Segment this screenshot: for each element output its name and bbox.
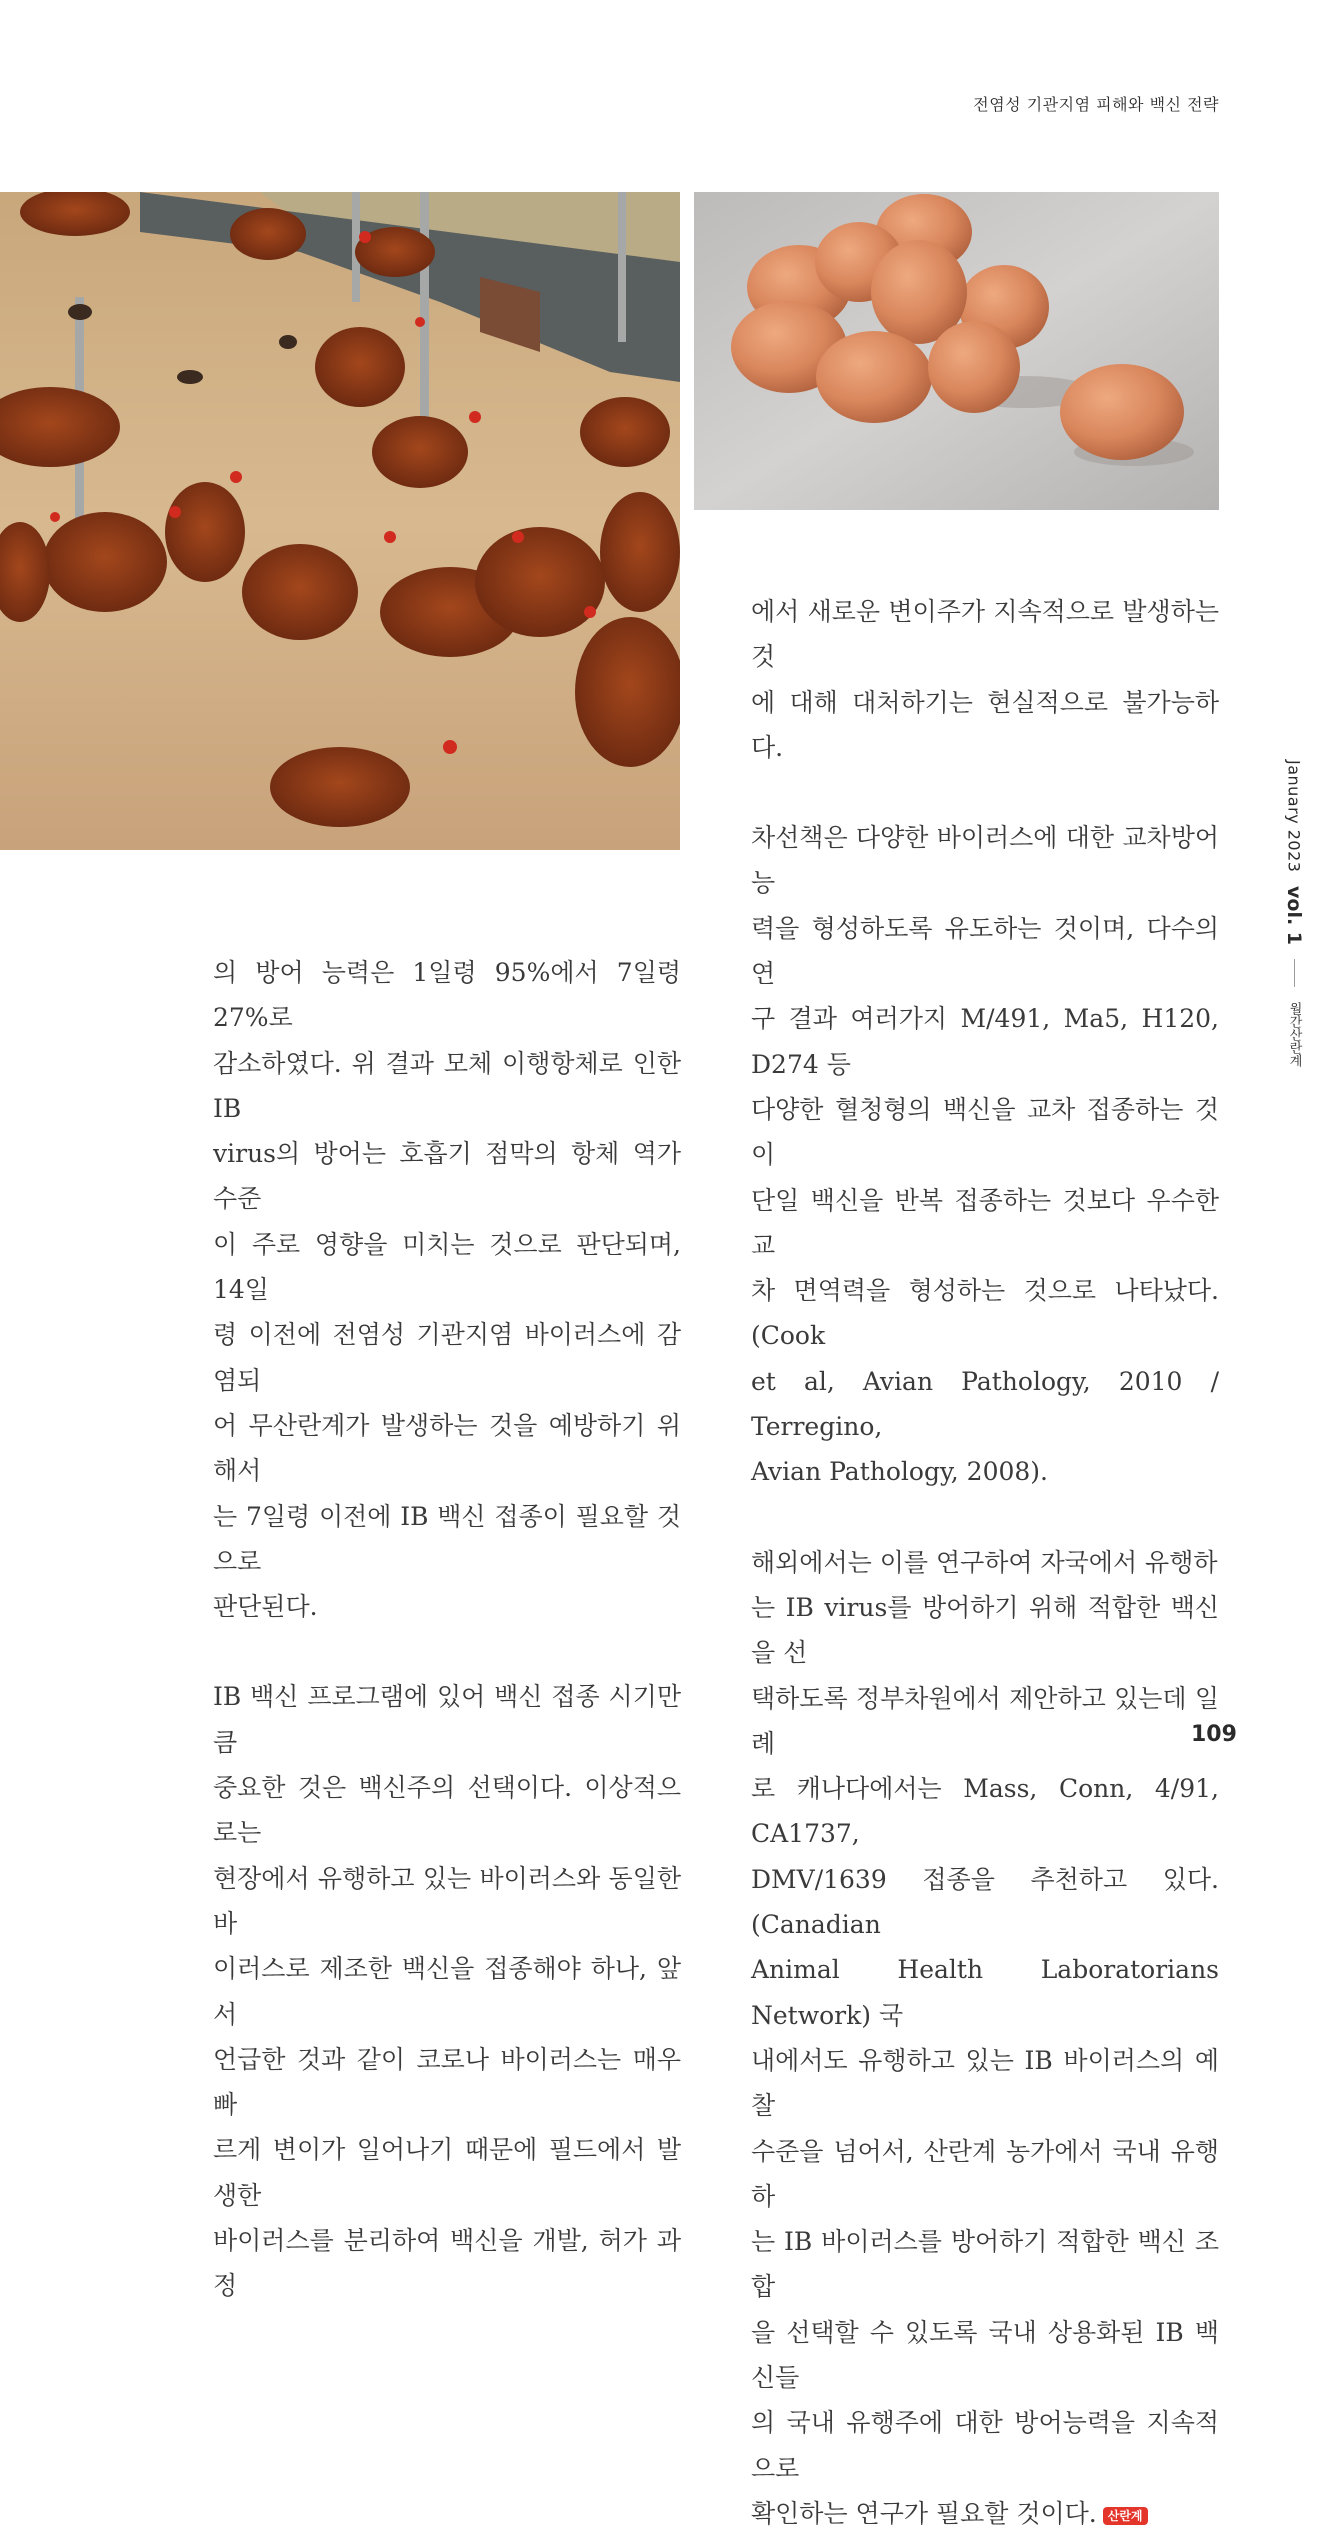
issue-month: January 2023 — [1284, 760, 1304, 873]
issue-volume: vol. 1 — [1283, 886, 1305, 946]
end-mark-badge: 산란계 — [1103, 2507, 1148, 2525]
left-text-column — [213, 950, 681, 2309]
right-paragraph-2: 차선책은 다양한 바이러스에 대한 교차방어능 력을 형성하도록 유도하는 것이며, 다수의 연 구 결과 여러가지 M/491, Ma5, H120, D274 등 다양한 혈청형의 백신을 교차 접종하는 것이 단일 백신을 반복 접종하는 것보다 우수한 교 차 면역력을 형성하는 것으로 나타났다. (Cook et al, Avian Pathology, 2010 / Terregino, Avian Pathology, 2008). — [751, 823, 1219, 1487]
side-tab-divider — [1294, 959, 1295, 988]
right-paragraph-3-text: 해외에서는 이를 연구하여 자국에서 유행하 는 IB virus를 방어하기 위해 적합한 백신을 선 택하도록 정부차원에서 제안하고 있는데 일례 로 캐나다에서는 Mass, Conn, 4/91, CA1737, DMV/1639 접종을 추천하고 있다. (Canadian Animal Health Laboratorians Network) 국 내에서도 유행하고 있는 IB 바이러스의 예찰 수준을 넘어서, 산란계 농가에서 국내 유행하 는 IB 바이러스를 방어하기 적합한 백신 조합 을 선택할 수 있도록 국내 상용화된 IB 백신들 의 국내 유행주에 대한 방어능력을 지속적으로 확인하는 연구가 필요할 것이다. — [751, 1547, 1219, 2528]
right-paragraph-3 — [751, 1540, 1219, 2536]
eggs-photo — [694, 192, 1219, 510]
left-paragraph-2: IB 백신 프로그램에 있어 백신 접종 시기만큼 중요한 것은 백신주의 선택이다. 이상적으로는 현장에서 유행하고 있는 바이러스와 동일한 바 이러스로 제조한 백신을 접종해야 하나, 앞서 언급한 것과 같이 코로나 바이러스는 매우 빠 르게 변이가 일어나기 때문에 필드에서 발생한 바이러스를 분리하여 백신을 개발, 허가 과정 — [213, 1682, 681, 2301]
side-tab — [1283, 760, 1305, 1067]
chickens-photo — [0, 192, 680, 850]
magazine-name: 월간산란계 — [1286, 1002, 1302, 1068]
right-text-column — [751, 589, 1219, 2536]
page-number: 109 — [1191, 1722, 1237, 1747]
right-paragraph-1: 에서 새로운 변이주가 지속적으로 발생하는 것 에 대해 대처하기는 현실적으로 불가능하다. — [751, 597, 1219, 762]
running-header: 전염성 기관지염 피해와 백신 전략 — [973, 95, 1219, 114]
left-paragraph-1: 의 방어 능력은 1일령 95%에서 7일령 27%로 감소하였다. 위 결과 모체 이행항체로 인한 IB virus의 방어는 호흡기 점막의 항체 역가 수준 이 주로 영향을 미치는 것으로 판단되며, 14일 령 이전에 전염성 기관지염 바이러스에 감염되 어 무산란계가 발생하는 것을 예방하기 위해서 는 7일령 이전에 IB 백신 접종이 필요할 것으로 판단된다. — [213, 958, 681, 1622]
